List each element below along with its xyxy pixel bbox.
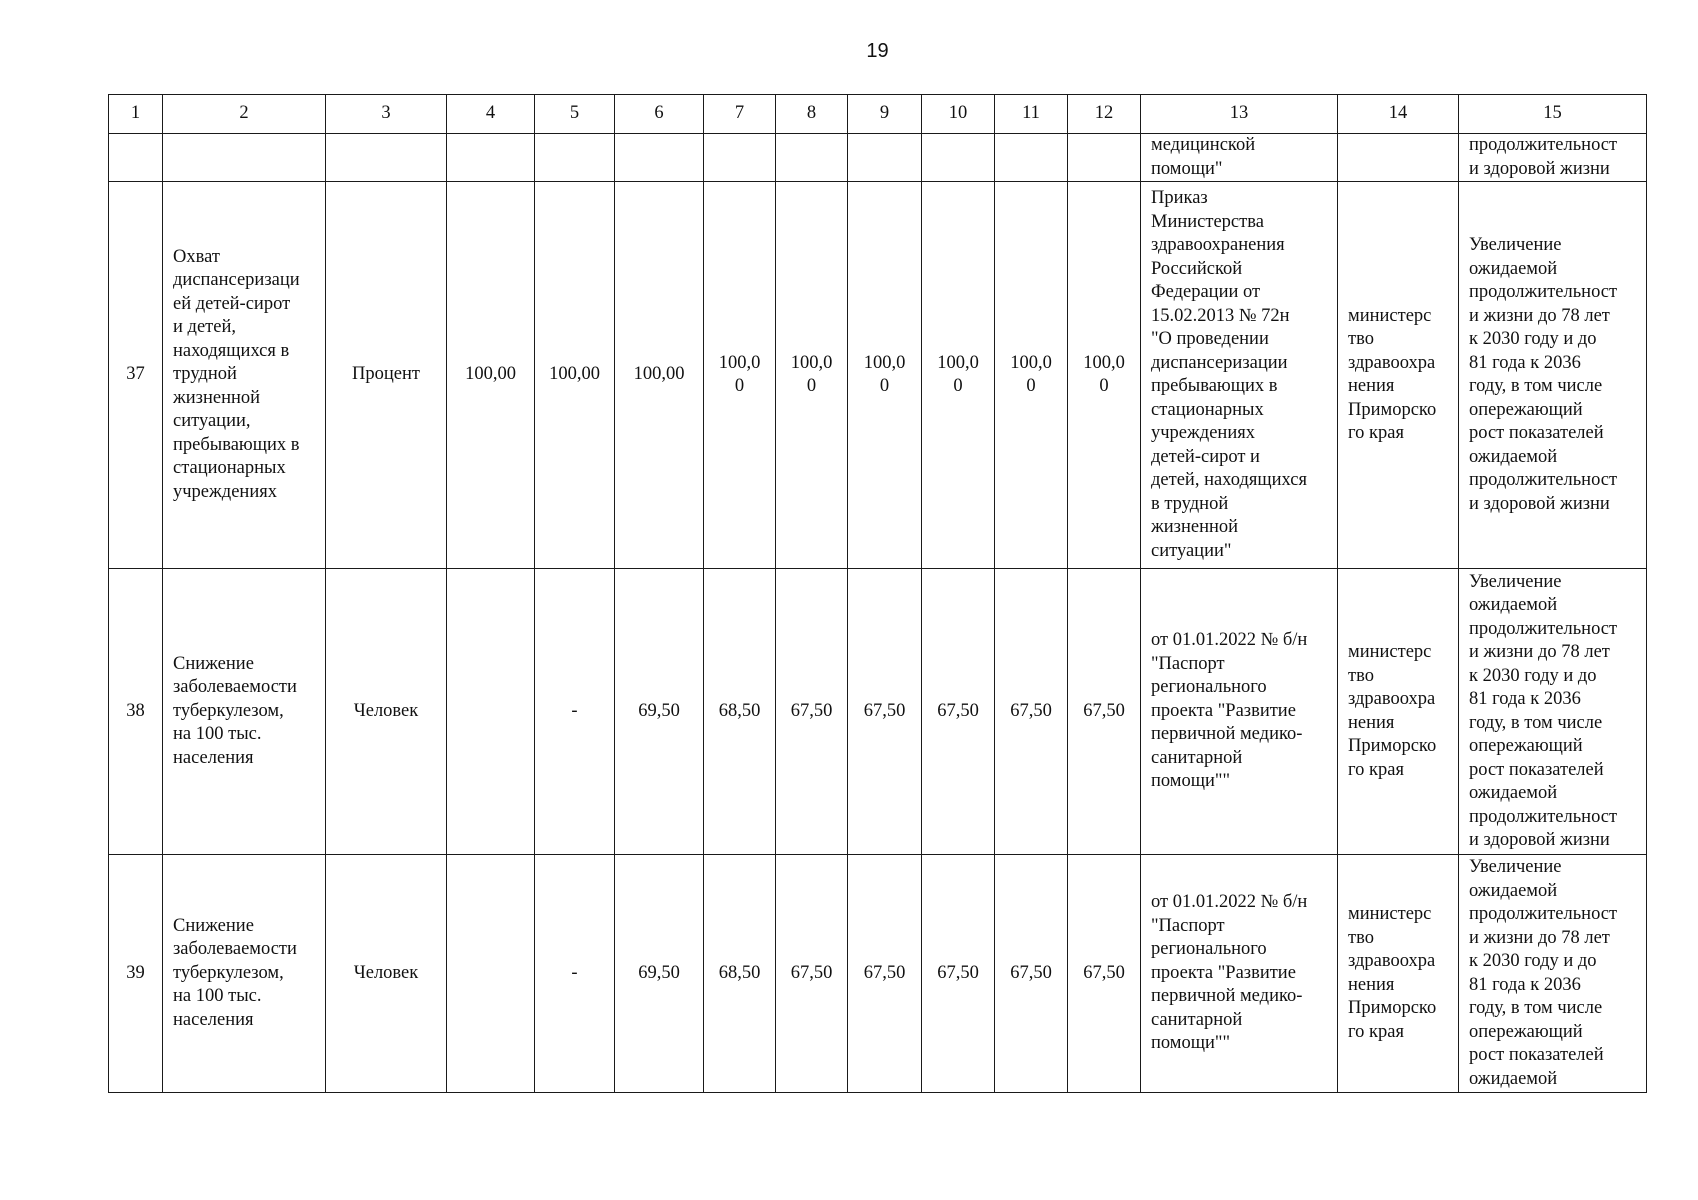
document-basis-cell: медицинской помощи" (1141, 134, 1338, 182)
goal-cell: Увеличение ожидаемой продолжительност и жизни до 78 лет к 2030 году и до 81 года к 2036 году, в том числе опережающий рост показателей ожидаемой продолжительност и здоровой жизни (1459, 569, 1647, 855)
table-cell (704, 134, 776, 182)
value-cell: 67,50 (776, 569, 848, 855)
value-cell: 100,00 (447, 182, 535, 569)
column-header: 15 (1459, 95, 1647, 134)
table-cell (109, 134, 163, 182)
value-cell: 67,50 (776, 855, 848, 1093)
value-cell: 100,0 0 (922, 182, 995, 569)
table-cell (447, 134, 535, 182)
unit-cell: Процент (326, 182, 447, 569)
document-basis-cell: Приказ Министерства здравоохранения Российской Федерации от 15.02.2013 № 72н "О проведении диспансеризации пребывающих в стационарных учреждениях детей-сирот и детей, находящихся в трудной жизненной ситуации" (1141, 182, 1338, 569)
value-cell: 67,50 (995, 855, 1068, 1093)
row-number-cell: 38 (109, 569, 163, 855)
value-cell: 67,50 (1068, 855, 1141, 1093)
column-header: 3 (326, 95, 447, 134)
value-cell: 67,50 (922, 855, 995, 1093)
table-cell (326, 134, 447, 182)
page-number: 19 (866, 40, 889, 62)
table-cell (776, 134, 848, 182)
responsible-cell: министерс тво здравоохра нения Приморско го края (1338, 855, 1459, 1093)
value-cell: 69,50 (615, 569, 704, 855)
value-cell: 68,50 (704, 855, 776, 1093)
value-cell: 100,0 0 (704, 182, 776, 569)
value-cell: 67,50 (995, 569, 1068, 855)
row-number-cell: 39 (109, 855, 163, 1093)
value-cell (447, 569, 535, 855)
table-cell (163, 134, 326, 182)
table-row (109, 182, 1647, 569)
table-cell (848, 134, 922, 182)
column-header: 5 (535, 95, 615, 134)
value-cell: 100,0 0 (995, 182, 1068, 569)
table-cell (1338, 134, 1459, 182)
table-row (109, 855, 1647, 1093)
value-cell: 67,50 (1068, 569, 1141, 855)
continuation-row (109, 134, 1647, 182)
table-row (109, 569, 1647, 855)
table-cell (535, 134, 615, 182)
column-header: 7 (704, 95, 776, 134)
value-cell: 100,0 0 (848, 182, 922, 569)
responsible-cell: министерс тво здравоохра нения Приморско го края (1338, 569, 1459, 855)
responsible-cell: министерс тво здравоохра нения Приморско го края (1338, 182, 1459, 569)
goal-cell: продолжительност и здоровой жизни (1459, 134, 1647, 182)
unit-cell: Человек (326, 855, 447, 1093)
value-cell: 67,50 (922, 569, 995, 855)
value-cell: 68,50 (704, 569, 776, 855)
value-cell: 67,50 (848, 569, 922, 855)
column-header: 13 (1141, 95, 1338, 134)
unit-cell: Человек (326, 569, 447, 855)
document-basis-cell: от 01.01.2022 № б/н "Паспорт регионального проекта "Развитие первичной медико- санитарной помощи"" (1141, 569, 1338, 855)
indicator-name-cell: Снижение заболеваемости туберкулезом, на 100 тыс. населения (163, 855, 326, 1093)
goal-cell: Увеличение ожидаемой продолжительност и жизни до 78 лет к 2030 году и до 81 года к 2036 году, в том числе опережающий рост показателей ожидаемой (1459, 855, 1647, 1093)
column-header: 10 (922, 95, 995, 134)
value-cell: 100,00 (535, 182, 615, 569)
table-cell (995, 134, 1068, 182)
table-cell (1068, 134, 1141, 182)
value-cell: - (535, 569, 615, 855)
indicator-name-cell: Охват диспансеризаци ей детей-сирот и детей, находящихся в трудной жизненной ситуации, пребывающих в стационарных учреждениях (163, 182, 326, 569)
document-basis-cell: от 01.01.2022 № б/н "Паспорт регионального проекта "Развитие первичной медико- санитарной помощи"" (1141, 855, 1338, 1093)
column-header: 4 (447, 95, 535, 134)
value-cell: - (535, 855, 615, 1093)
column-header: 14 (1338, 95, 1459, 134)
row-number-cell: 37 (109, 182, 163, 569)
column-header: 11 (995, 95, 1068, 134)
column-header: 9 (848, 95, 922, 134)
value-cell: 100,0 0 (776, 182, 848, 569)
indicators-table (108, 94, 1647, 1093)
header-row (109, 95, 1647, 134)
column-header: 2 (163, 95, 326, 134)
table-cell (615, 134, 704, 182)
value-cell (447, 855, 535, 1093)
goal-cell: Увеличение ожидаемой продолжительност и жизни до 78 лет к 2030 году и до 81 года к 2036 году, в том числе опережающий рост показателей ожидаемой продолжительност и здоровой жизни (1459, 182, 1647, 569)
column-header: 12 (1068, 95, 1141, 134)
column-header: 8 (776, 95, 848, 134)
value-cell: 69,50 (615, 855, 704, 1093)
indicator-name-cell: Снижение заболеваемости туберкулезом, на 100 тыс. населения (163, 569, 326, 855)
value-cell: 100,0 0 (1068, 182, 1141, 569)
value-cell: 67,50 (848, 855, 922, 1093)
column-header: 6 (615, 95, 704, 134)
value-cell: 100,00 (615, 182, 704, 569)
table-cell (922, 134, 995, 182)
column-header: 1 (109, 95, 163, 134)
